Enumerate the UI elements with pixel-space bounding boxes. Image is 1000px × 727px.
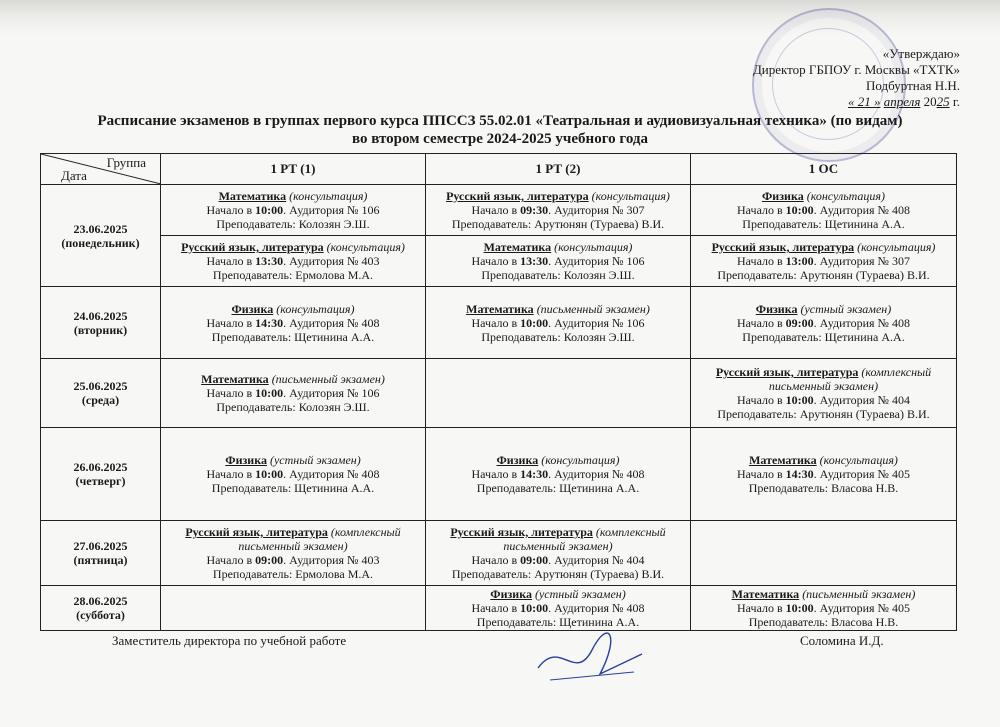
start-prefix: Начало в [206,553,256,567]
room-number: . Аудитория № 403 [283,553,380,567]
subject-line [693,453,954,467]
date-cell [41,185,161,287]
exam-kind: (консультация) [289,189,368,203]
start-line [428,467,688,481]
start-time: 09:00 [255,553,284,567]
schedule-cell [426,521,691,586]
table-row [41,521,957,586]
start-prefix: Начало в [471,315,521,330]
exam-kind: (письменный экзамен) [802,587,916,601]
start-line [693,316,954,330]
subject-name: Русский язык, литература [450,525,593,539]
subject-line [163,453,423,467]
start-prefix: Начало в [471,203,521,217]
subject-name: Физика [755,301,798,316]
start-prefix: Начало в [471,254,521,268]
schedule-cell [426,586,691,631]
date-value: 24.06.2025 [73,308,128,323]
teacher-name: Преподаватель: Арутюнян (Тураева) В.И. [717,407,930,421]
start-line [693,254,954,268]
teacher-name: Преподаватель: Ермолова М.А. [212,268,374,282]
subject-line [163,240,423,254]
exam-kind: (письменный экзамен) [271,372,385,386]
start-prefix: Начало в [206,315,256,330]
subject-name: Математика [483,240,552,254]
subject-line [693,302,954,316]
subject-name: Русский язык, литература [715,365,859,379]
exam-kind: (комплексный письменный экзамен) [238,525,401,553]
start-prefix: Начало в [206,203,256,217]
signature-position: Заместитель директора по учебной работе [112,633,347,648]
table-row [41,287,957,359]
exam-kind: (консультация) [591,189,670,203]
start-time: 09:00 [520,553,549,567]
document-title [20,112,980,148]
room-number: . Аудитория № 408 [548,467,645,481]
schedule-cell [161,236,426,287]
subject-line [693,587,954,601]
room-number: . Аудитория № 106 [548,315,645,330]
start-line [428,203,688,217]
start-prefix: Начало в [471,601,521,615]
schedule-cell [691,428,957,521]
schedule-cell [426,428,691,521]
exam-kind: (устный экзамен) [534,587,626,601]
exam-kind: (устный экзамен) [269,453,361,467]
subject-line [428,240,688,254]
teacher-name: Преподаватель: Колозян Э.Ш. [481,268,635,282]
teacher-name: Преподаватель: Щетинина А.А. [211,481,375,495]
schedule-cell-empty [691,521,957,586]
schedule-cell [426,185,691,236]
teacher-name: Преподаватель: Арутюнян (Тураева) В.И. [451,567,665,581]
exam-kind: (консультация) [276,301,355,316]
start-time: 14:30 [255,315,284,330]
subject-name: Русский язык, литература [185,525,328,539]
header-group-1rt2: 1 РТ (2) [426,154,691,185]
approval-name: Подбуртная Н.Н. [866,78,960,93]
teacher-name: Преподаватель: Арутюнян (Тураева) В.И. [717,268,930,282]
room-number: . Аудитория № 307 [813,254,910,268]
subject-name: Русский язык, литература [446,189,589,203]
teacher-name: Преподаватель: Щетинина А.А. [211,329,375,344]
exam-kind: (комплексный письменный экзамен) [503,525,666,553]
start-prefix: Начало в [206,254,256,268]
date-value: 28.06.2025 [73,594,128,608]
room-number: . Аудитория № 404 [548,553,645,567]
room-number: . Аудитория № 405 [813,467,910,481]
subject-name: Математика [749,453,817,467]
schedule-cell [691,236,957,287]
subject-line [428,302,688,316]
table-row [41,359,957,428]
date-value: 27.06.2025 [73,539,128,553]
subject-name: Физика [762,189,804,203]
start-line [163,316,423,330]
subject-line [163,189,423,203]
subject-name: Русский язык, литература [181,240,324,254]
start-time: 09:30 [520,203,549,217]
room-number: . Аудитория № 403 [283,254,380,268]
subject-name: Физика [490,587,532,601]
teacher-name: Преподаватель: Щетинина А.А. [476,481,640,495]
subject-name: Математика [731,587,800,601]
room-number: . Аудитория № 404 [813,393,910,407]
exam-kind: (консультация) [819,453,898,467]
start-time: 10:00 [255,203,284,217]
header-group-1rt1: 1 РТ (1) [161,154,426,185]
exam-kind: (комплексный письменный экзамен) [768,365,932,393]
approval-position: Директор ГБПОУ г. Москвы «ТХТК» [752,62,960,77]
teacher-name: Преподаватель: Щетинина А.А. [742,329,905,344]
start-time: 10:00 [520,315,549,330]
subject-name: Физика [496,453,539,467]
subject-name: Математика [466,301,534,316]
subject-line [163,302,423,316]
teacher-name: Преподаватель: Ермолова М.А. [212,567,374,581]
date-cell [41,428,161,521]
schedule-cell-empty [426,359,691,428]
start-time: 13:30 [520,254,549,268]
schedule-cell [426,287,691,359]
approval-date: « 21 » апреля 2025 г. [847,94,960,109]
schedule-cell [691,359,957,428]
exam-kind: (консультация) [326,240,405,254]
header-date-label: Дата [61,168,87,183]
subject-line [693,189,954,203]
room-number: . Аудитория № 408 [813,315,910,330]
start-line [163,254,423,268]
teacher-name: Преподаватель: Власова Н.В. [748,481,899,495]
table-row [41,428,957,521]
start-line [693,203,954,217]
start-prefix: Начало в [737,203,786,217]
start-prefix: Начало в [206,386,256,400]
title-line-2: во втором семестре 2024-2025 учебного года [352,131,648,147]
exam-kind: (письменный экзамен) [536,301,650,316]
start-prefix: Начало в [471,553,521,567]
subject-line [428,189,688,203]
exam-kind: (консультация) [806,189,885,203]
start-time: 10:00 [255,386,284,400]
room-number: . Аудитория № 408 [813,203,910,217]
teacher-name: Преподаватель: Щетинина А.А. [742,217,905,231]
schedule-cell-empty [161,586,426,631]
start-prefix: Начало в [471,467,521,481]
subject-line [428,453,688,467]
date-value: 26.06.2025 [73,460,128,474]
table-row [41,185,957,236]
schedule-cell [691,185,957,236]
start-line [428,254,688,268]
weekday: (суббота) [76,608,125,622]
start-prefix: Начало в [206,467,256,481]
date-value: 23.06.2025 [73,221,128,236]
schedule-cell [161,185,426,236]
start-time: 13:00 [785,254,814,268]
start-prefix: Начало в [737,467,786,481]
room-number: . Аудитория № 405 [813,601,910,615]
schedule-cell [161,287,426,359]
room-number: . Аудитория № 307 [548,203,645,217]
teacher-name: Преподаватель: Власова Н.В. [748,615,899,629]
schedule-body [41,185,957,631]
date-cell [41,521,161,586]
schedule-cell [161,359,426,428]
date-value: 25.06.2025 [73,379,128,393]
subject-line [428,587,688,601]
weekday: (среда) [81,393,120,407]
start-time: 14:30 [785,467,814,481]
approval-heading: «Утверждаю» [882,46,960,61]
start-line [163,467,423,481]
schedule-cell [691,586,957,631]
start-time: 13:30 [255,254,284,268]
handwritten-signature [530,628,650,688]
start-time: 10:00 [785,601,814,615]
room-number: . Аудитория № 106 [548,254,645,268]
exam-kind: (устный экзамен) [800,301,892,316]
weekday: (пятница) [73,553,128,567]
room-number: . Аудитория № 408 [283,467,380,481]
schedule-cell [691,287,957,359]
header-group-label: Группа [106,155,146,170]
start-line [163,386,423,400]
room-number: . Аудитория № 106 [283,203,380,217]
start-prefix: Начало в [737,601,786,615]
start-line [163,553,423,567]
subject-name: Физика [231,301,274,316]
start-line [693,601,954,615]
subject-name: Математика [218,189,287,203]
start-time: 10:00 [255,467,284,481]
teacher-name: Преподаватель: Арутюнян (Тураева) В.И. [451,217,665,231]
teacher-name: Преподаватель: Колозян Э.Ш. [481,329,635,344]
date-cell [41,586,161,631]
schedule-cell [161,428,426,521]
start-prefix: Начало в [737,254,786,268]
weekday: (вторник) [73,322,128,337]
subject-name: Физика [225,453,267,467]
approval-block [700,46,960,110]
start-time: 09:00 [785,315,814,330]
schedule-cell [426,236,691,287]
table-row [41,586,957,631]
exam-kind: (консультация) [541,453,620,467]
date-cell [41,359,161,428]
header-corner-cell [41,154,161,185]
teacher-name: Преподаватель: Колозян Э.Ш. [216,400,370,414]
table-header-row [41,154,957,185]
exam-kind: (консультация) [857,240,936,254]
weekday: (четверг) [75,474,126,488]
weekday: (понедельник) [61,235,140,250]
start-prefix: Начало в [737,315,786,330]
subject-line [693,240,954,254]
subject-line [163,525,423,553]
header-group-1os: 1 ОС [691,154,957,185]
subject-name: Русский язык, литература [711,240,855,254]
start-line [693,393,954,407]
room-number: . Аудитория № 408 [283,315,380,330]
exam-schedule-table [40,153,957,631]
start-line [693,467,954,481]
schedule-cell [161,521,426,586]
teacher-name: Преподаватель: Щетинина А.А. [476,615,640,629]
start-prefix: Начало в [737,393,786,407]
start-time: 14:30 [520,467,549,481]
start-time: 10:00 [785,393,814,407]
subject-name: Математика [201,372,269,386]
subject-line [693,365,954,393]
start-line [428,553,688,567]
start-line [428,316,688,330]
title-line-1: Расписание экзаменов в группах первого курса ППССЗ 55.02.01 «Театральная и аудиовизуальная техника» (по видам) [97,113,903,129]
room-number: . Аудитория № 106 [283,386,380,400]
table-row [41,236,957,287]
exam-kind: (консультация) [554,240,633,254]
start-line [163,203,423,217]
start-time: 10:00 [785,203,814,217]
start-line [428,601,688,615]
subject-line [428,525,688,553]
start-time: 10:00 [520,601,549,615]
room-number: . Аудитория № 408 [548,601,645,615]
signature-name: Соломина И.Д. [800,633,884,648]
subject-line [163,372,423,386]
date-cell [41,287,161,359]
teacher-name: Преподаватель: Колозян Э.Ш. [216,217,370,231]
